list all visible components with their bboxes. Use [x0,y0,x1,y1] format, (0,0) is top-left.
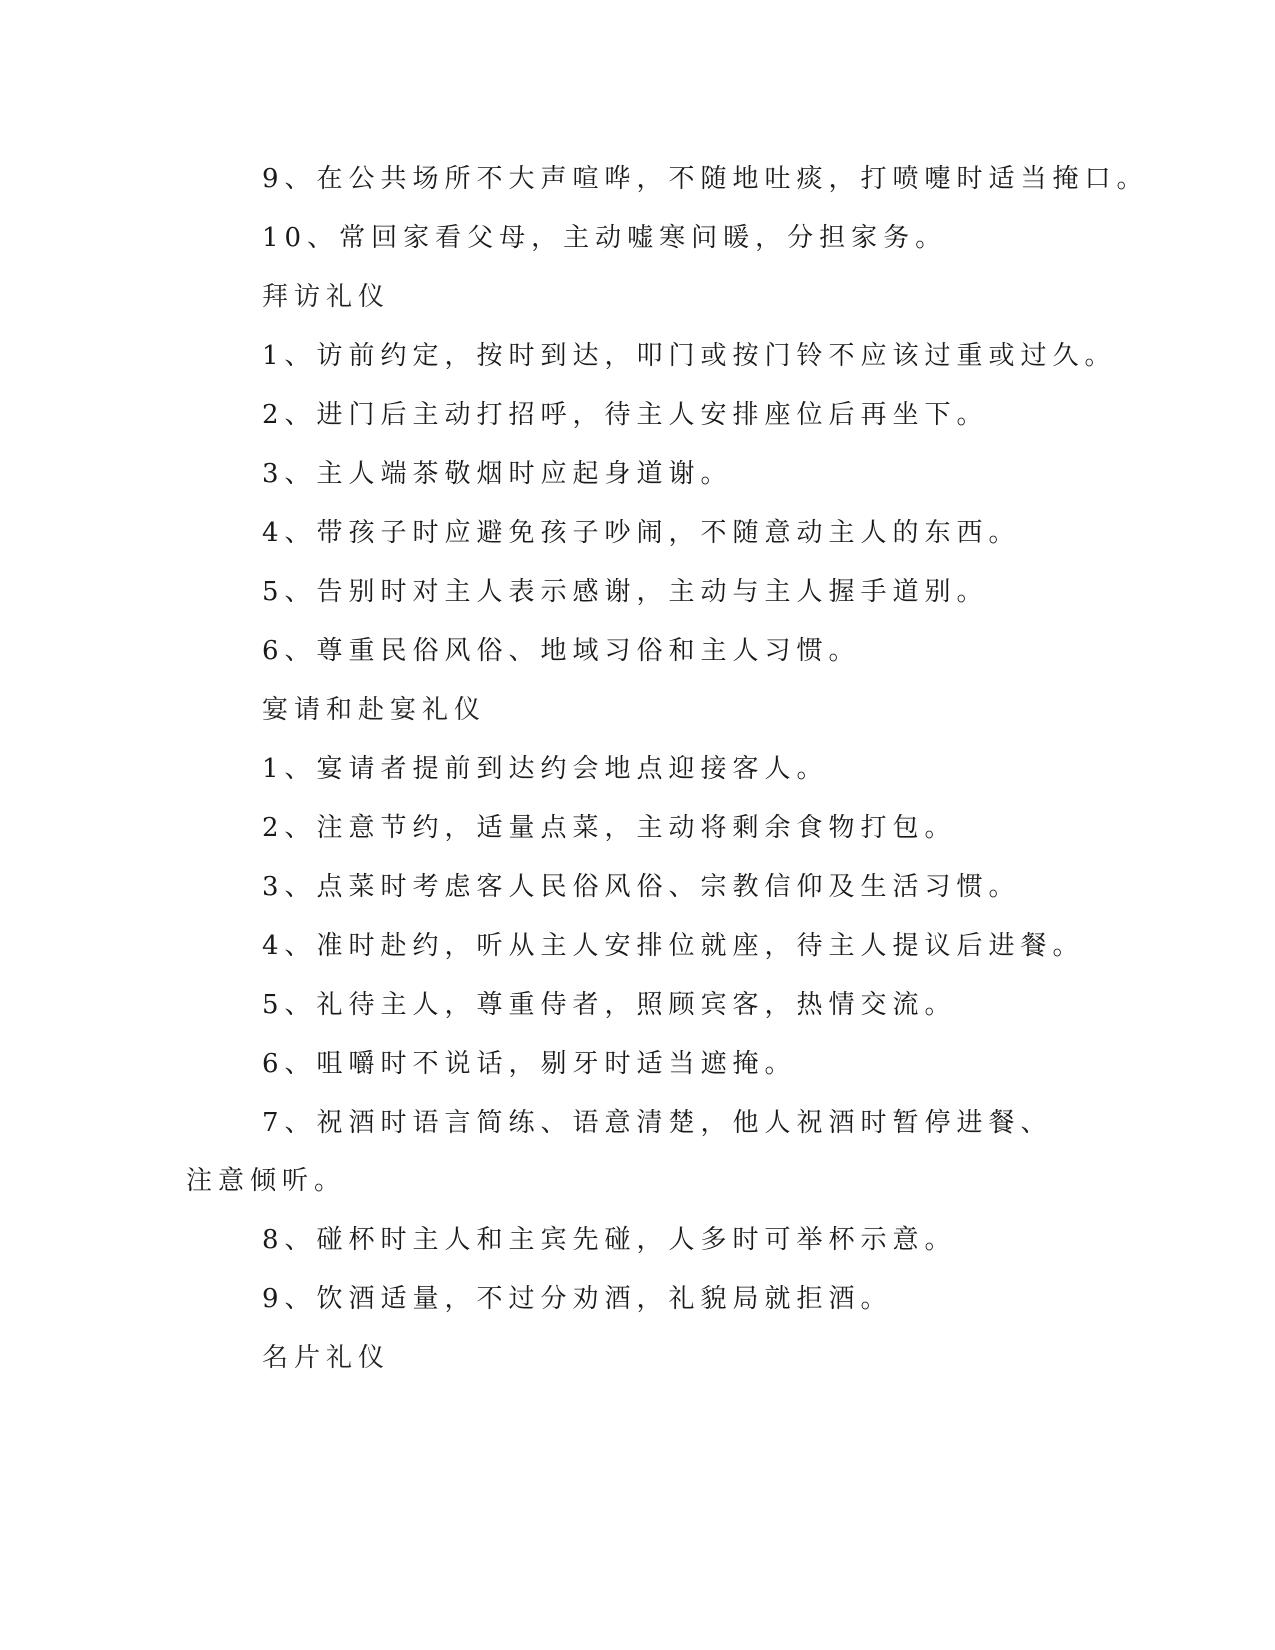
list-item: 2、进门后主动打招呼，待主人安排座位后再坐下。 [262,400,989,430]
list-item: 4、带孩子时应避免孩子吵闹，不随意动主人的东西。 [262,518,1021,548]
list-item: 10、常回家看父母，主动嘘寒问暖，分担家务。 [262,223,948,253]
list-item: 9、在公共场所不大声喧哗，不随地吐痰，打喷嚏时适当掩口。 [262,164,1149,194]
section-heading-banquet-etiquette: 宴请和赴宴礼仪 [262,695,487,725]
list-item: 5、告别时对主人表示感谢，主动与主人握手道别。 [262,577,989,607]
list-item: 1、宴请者提前到达约会地点迎接客人。 [262,754,829,784]
list-item: 5、礼待主人，尊重侍者，照顾宾客，热情交流。 [262,990,957,1020]
list-item: 7、祝酒时语言简练、语意清楚，他人祝酒时暂停进餐、注意倾听。 [186,1108,1053,1196]
list-item: 6、咀嚼时不说话，剔牙时适当遮掩。 [262,1049,797,1079]
list-item: 6、尊重民俗风俗、地域习俗和主人习惯。 [262,636,861,666]
list-item: 2、注意节约，适量点菜，主动将剩余食物打包。 [262,813,957,843]
section-heading-business-card-etiquette: 名片礼仪 [262,1343,391,1373]
list-item: 8、碰杯时主人和主宾先碰，人多时可举杯示意。 [262,1225,957,1255]
list-item: 9、饮酒适量，不过分劝酒，礼貌局就拒酒。 [262,1284,893,1314]
list-item: 4、准时赴约，听从主人安排位就座，待主人提议后进餐。 [262,931,1085,961]
section-heading-visit-etiquette: 拜访礼仪 [262,282,391,312]
list-item: 3、主人端茶敬烟时应起身道谢。 [262,459,733,489]
document-body [186,158,1149,1396]
list-item: 3、点菜时考虑客人民俗风俗、宗教信仰及生活习惯。 [262,872,1021,902]
list-item: 1、访前约定，按时到达，叩门或按门铃不应该过重或过久。 [262,341,1117,371]
